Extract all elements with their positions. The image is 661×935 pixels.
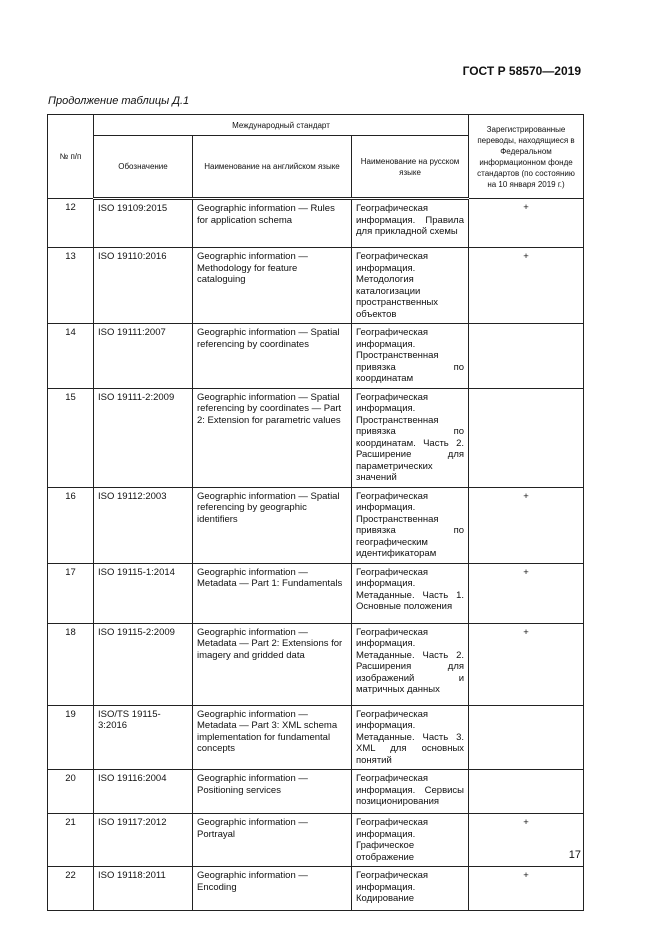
- row-designation: ISO 19109:2015: [94, 199, 193, 248]
- header-intl-standard: Международный стандарт: [94, 115, 469, 136]
- row-number: 13: [48, 248, 94, 324]
- row-designation: ISO 19112:2003: [94, 487, 193, 563]
- row-name-ru: Географическая информация. Методология каталогизации пространственных объектов: [352, 248, 469, 324]
- row-designation: ISO 19118:2011: [94, 867, 193, 911]
- row-name-ru: Географическая информация. Сервисы позиционирования: [352, 770, 469, 814]
- row-registered-mark: +: [469, 487, 584, 563]
- table-row: [48, 248, 584, 324]
- table-row: [48, 388, 584, 487]
- header-registered: Зарегистрированные переводы, находящиеся в Федеральном информационном фонде стандартов (по состоянию на 10 января 2019 г.): [469, 115, 584, 199]
- row-registered-mark: [469, 770, 584, 814]
- row-registered-mark: +: [469, 867, 584, 911]
- row-name-ru: Географическая информация. Пространственная привязка по географическим идентификаторам: [352, 487, 469, 563]
- row-name-ru: Географическая информация. Метаданные. Часть 3. XML для основных понятий: [352, 705, 469, 770]
- table-row: [48, 705, 584, 770]
- row-name-ru: Географическая информация. Метаданные. Часть 2. Расширения для изображений и матричных данных: [352, 623, 469, 705]
- row-number: 16: [48, 487, 94, 563]
- row-registered-mark: +: [469, 248, 584, 324]
- row-designation: ISO 19116:2004: [94, 770, 193, 814]
- table-row: [48, 770, 584, 814]
- row-registered-mark: [469, 324, 584, 389]
- row-name-en: Geographic information — Encoding: [193, 867, 352, 911]
- row-name-en: Geographic information — Spatial referencing by coordinates — Part 2: Extension for parametric values: [193, 388, 352, 487]
- row-number: 19: [48, 705, 94, 770]
- table-row: [48, 867, 584, 911]
- standards-table: [47, 114, 584, 911]
- page-number: 17: [568, 849, 581, 861]
- row-name-ru: Географическая информация. Графическое отображение: [352, 814, 469, 867]
- row-registered-mark: [469, 705, 584, 770]
- row-name-en: Geographic information — Metadata — Part 1: Fundamentals: [193, 563, 352, 623]
- row-designation: ISO 19111:2007: [94, 324, 193, 389]
- row-number: 22: [48, 867, 94, 911]
- row-registered-mark: [469, 388, 584, 487]
- row-name-ru: Географическая информация. Кодирование: [352, 867, 469, 911]
- row-number: 20: [48, 770, 94, 814]
- row-registered-mark: +: [469, 563, 584, 623]
- row-registered-mark: +: [469, 199, 584, 248]
- document-code: ГОСТ Р 58570—2019: [462, 64, 581, 78]
- row-number: 12: [48, 199, 94, 248]
- row-name-en: Geographic information — Methodology for feature cataloguing: [193, 248, 352, 324]
- row-name-en: Geographic information — Portrayal: [193, 814, 352, 867]
- row-name-ru: Географическая информация. Пространственная привязка по координатам: [352, 324, 469, 389]
- header-name-ru: Наименование на русском языке: [352, 136, 469, 199]
- row-registered-mark: +: [469, 814, 584, 867]
- row-name-en: Geographic information — Metadata — Part 3: XML schema implementation for fundamental concepts: [193, 705, 352, 770]
- row-name-en: Geographic information — Positioning services: [193, 770, 352, 814]
- row-name-en: Geographic information — Spatial referencing by coordinates: [193, 324, 352, 389]
- header-num: № п/п: [48, 115, 94, 199]
- table-row: [48, 623, 584, 705]
- row-registered-mark: +: [469, 623, 584, 705]
- row-designation: ISO/TS 19115-3:2016: [94, 705, 193, 770]
- row-name-ru: Географическая информация. Пространственная привязка по координатам. Часть 2. Расширение для параметрических значений: [352, 388, 469, 487]
- header-name-en: Наименование на английском языке: [193, 136, 352, 199]
- table-caption: Продолжение таблицы Д.1: [48, 95, 190, 107]
- row-name-en: Geographic information — Spatial referencing by geographic identifiers: [193, 487, 352, 563]
- row-designation: ISO 19115-2:2009: [94, 623, 193, 705]
- row-designation: ISO 19117:2012: [94, 814, 193, 867]
- row-name-en: Geographic information — Metadata — Part 2: Extensions for imagery and gridded data: [193, 623, 352, 705]
- table-body: [48, 199, 584, 911]
- header-designation: Обозначение: [94, 136, 193, 199]
- table-row: [48, 199, 584, 248]
- row-name-ru: Географическая информация. Правила для прикладной схемы: [352, 199, 469, 248]
- row-designation: ISO 19115-1:2014: [94, 563, 193, 623]
- table-header: [48, 115, 584, 199]
- row-name-en: Geographic information — Rules for application schema: [193, 199, 352, 248]
- row-number: 17: [48, 563, 94, 623]
- row-number: 15: [48, 388, 94, 487]
- table-row: [48, 324, 584, 389]
- table-row: [48, 487, 584, 563]
- table-row: [48, 563, 584, 623]
- row-name-ru: Географическая информация. Метаданные. Часть 1. Основные положения: [352, 563, 469, 623]
- row-number: 21: [48, 814, 94, 867]
- row-designation: ISO 19110:2016: [94, 248, 193, 324]
- row-number: 18: [48, 623, 94, 705]
- row-number: 14: [48, 324, 94, 389]
- row-designation: ISO 19111-2:2009: [94, 388, 193, 487]
- table-row: [48, 814, 584, 867]
